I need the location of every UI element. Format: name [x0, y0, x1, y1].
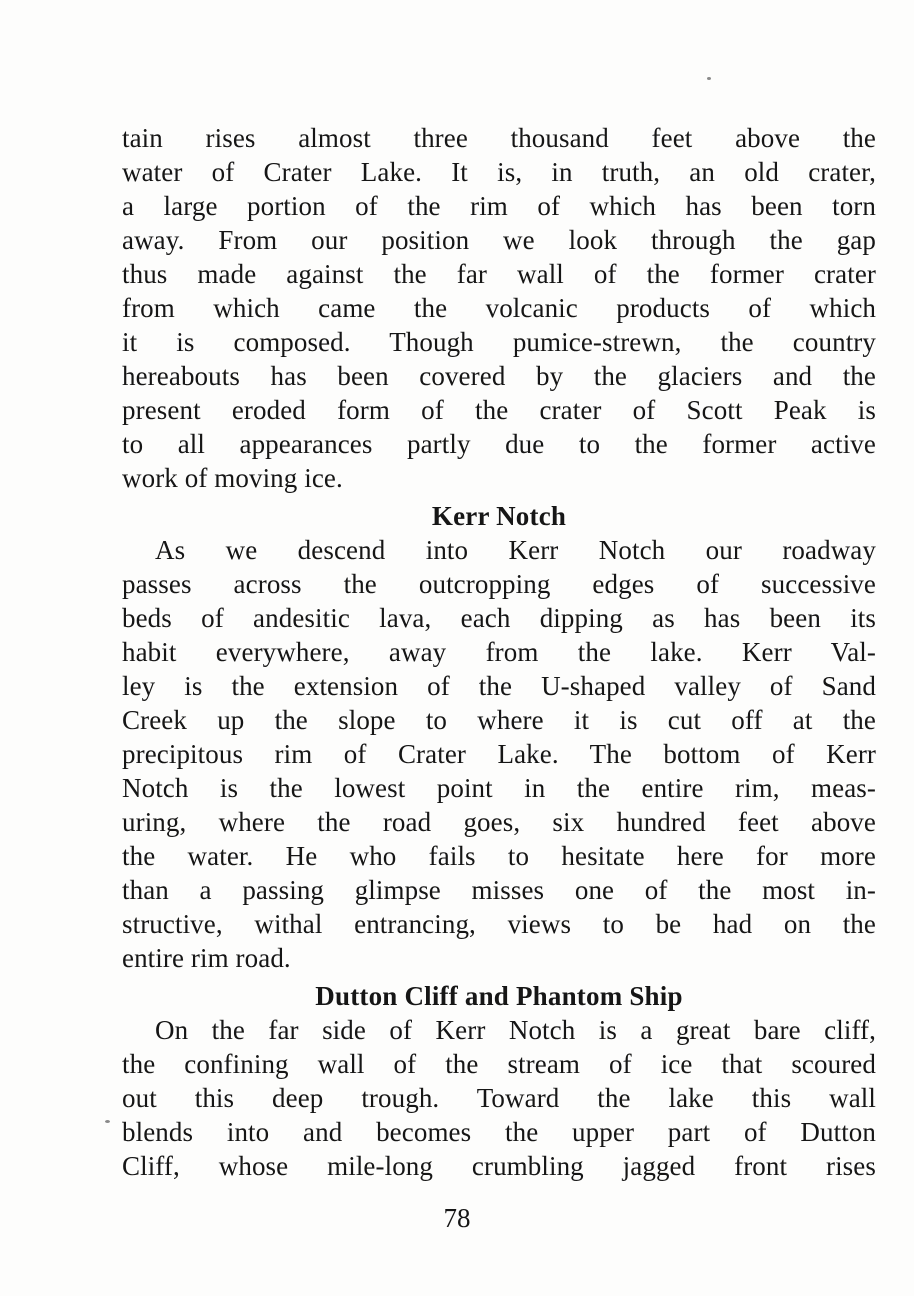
scan-speck [707, 77, 711, 80]
text-line: precipitous rim of Crater Lake. The bottom of Kerr [122, 739, 876, 769]
section-heading: Dutton Cliff and Phantom Ship [315, 981, 683, 1011]
text-line: the confining wall of the stream of ice that scoured [122, 1049, 876, 1079]
text-line: Creek up the slope to where it is cut off at the [122, 705, 876, 735]
text-line: structive, withal entrancing, views to be had on the [122, 909, 876, 939]
text-line: entire rim road. [122, 943, 291, 973]
text-line: from which came the volcanic products of which [122, 293, 876, 323]
page-number: 78 [443, 1203, 471, 1233]
text-line: uring, where the road goes, six hundred feet above [122, 807, 876, 837]
text-line: present eroded form of the crater of Scott Peak is [122, 395, 876, 425]
text-line: away. From our position we look through the gap [122, 225, 876, 255]
text-line: passes across the outcropping edges of successive [122, 569, 876, 599]
scan-speck [105, 1120, 110, 1123]
text-line: Notch is the lowest point in the entire rim, meas- [122, 773, 876, 803]
text-line: beds of andesitic lava, each dipping as has been its [122, 603, 876, 633]
text-line: thus made against the far wall of the former crater [122, 259, 876, 289]
text-line: than a passing glimpse misses one of the most in- [122, 875, 876, 905]
text-line: to all appearances partly due to the former active [122, 429, 876, 459]
text-line: work of moving ice. [122, 463, 343, 493]
text-line: blends into and becomes the upper part of Dutton [122, 1117, 876, 1147]
text-line: tain rises almost three thousand feet above the [122, 123, 876, 153]
text-line: water of Crater Lake. It is, in truth, an old crater, [122, 157, 876, 187]
text-line: On the far side of Kerr Notch is a great bare cliff, [155, 1015, 876, 1045]
text-line: Cliff, whose mile-long crumbling jagged front rises [122, 1151, 876, 1181]
text-line: habit everywhere, away from the lake. Kerr Val- [122, 637, 876, 667]
text-line: ley is the extension of the U-shaped valley of Sand [122, 671, 876, 701]
text-line: a large portion of the rim of which has been torn [122, 191, 876, 221]
text-line: it is composed. Though pumice-strewn, the country [122, 327, 876, 357]
section-heading: Kerr Notch [431, 501, 567, 531]
text-line: out this deep trough. Toward the lake this wall [122, 1083, 876, 1113]
text-line: As we descend into Kerr Notch our roadway [155, 535, 876, 565]
text-line: hereabouts has been covered by the glaciers and the [122, 361, 876, 391]
text-block [122, 121, 876, 1183]
text-line: the water. He who fails to hesitate here for more [122, 841, 876, 871]
